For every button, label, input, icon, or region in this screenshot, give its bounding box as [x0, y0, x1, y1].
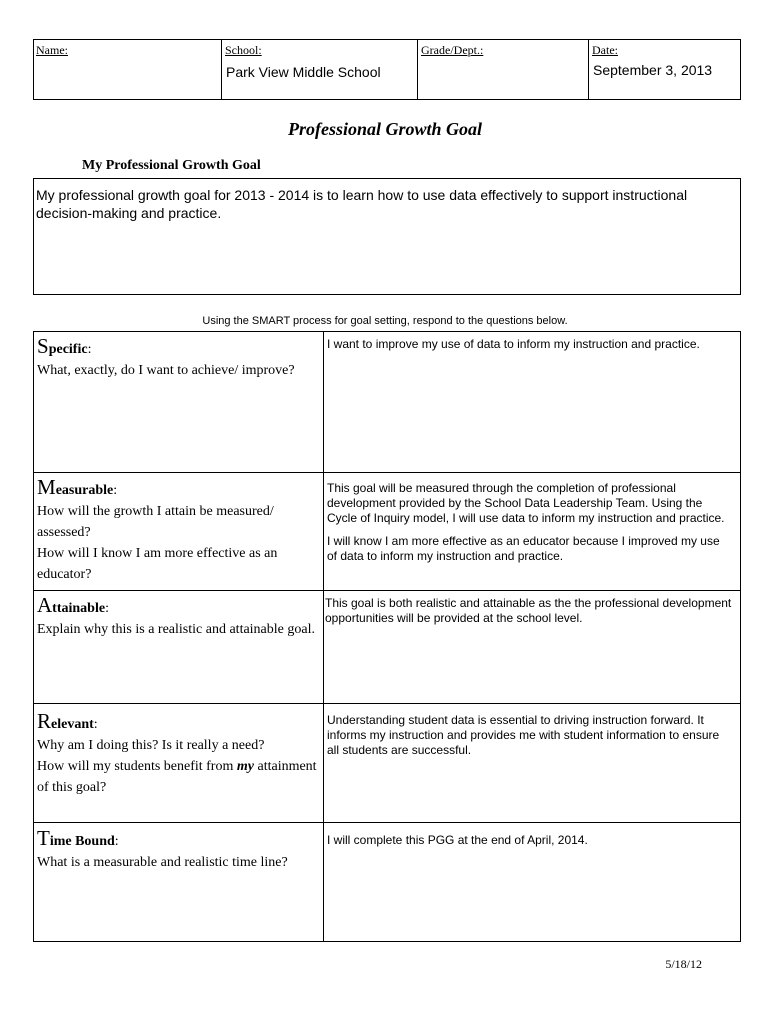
attainable-question-cell — [37, 595, 320, 640]
specific-initial: S — [37, 334, 49, 358]
attainable-question: Explain why this is a realistic and attainable goal. — [37, 622, 315, 637]
date-value[interactable]: September 3, 2013 — [593, 62, 713, 78]
time-bound-question: What is a measurable and realistic time line? — [37, 855, 288, 870]
attainable-colon: : — [105, 601, 109, 616]
measurable-colon: : — [113, 483, 118, 498]
relevant-initial: R — [37, 709, 52, 733]
time-bound-heading: ime Bound — [49, 834, 115, 849]
goal-heading: My Professional Growth Goal — [82, 158, 261, 173]
specific-question-cell — [37, 336, 320, 381]
measurable-row — [34, 472, 740, 591]
measurable-question-1: How will the growth I attain be measured/ assessed? — [37, 504, 274, 540]
attainable-initial: A — [37, 593, 53, 617]
date-cell[interactable] — [588, 40, 740, 99]
relevant-question-2-emphasis: my — [236, 759, 254, 774]
time-bound-row — [34, 822, 740, 943]
relevant-question-1: Why am I doing this? Is it really a need? — [37, 738, 265, 753]
smart-table — [33, 331, 741, 942]
footer-date: 5/18/12 — [665, 957, 702, 971]
page-title: Professional Growth Goal — [287, 119, 483, 139]
school-cell[interactable] — [221, 40, 418, 99]
measurable-heading: easurable — [55, 483, 114, 498]
measurable-question-cell — [37, 477, 320, 585]
specific-colon: : — [87, 342, 92, 357]
measurable-answer-1: This goal will be measured through the completion of professional development provided by the School Data Leadership Team. Using the Cycle of Inquiry model, I will use data to inform my instruction and practice. — [327, 481, 725, 525]
relevant-question-cell — [37, 711, 320, 798]
relevant-answer[interactable]: Understanding student data is essential to driving instruction forward. It informs my instruction and provides me with student information to ensure all students are successful. — [327, 713, 720, 757]
instructions: Using the SMART process for goal setting, respond to the questions below. — [202, 315, 568, 327]
specific-heading: pecific — [48, 342, 88, 357]
time-bound-question-cell — [37, 828, 320, 873]
specific-row — [34, 332, 740, 472]
measurable-initial: M — [37, 475, 56, 499]
time-bound-colon: : — [114, 834, 119, 849]
name-label: Name: — [36, 43, 68, 57]
attainable-row — [34, 590, 740, 704]
time-bound-answer[interactable]: I will complete this PGG at the end of April, 2014. — [327, 833, 588, 847]
relevant-colon: : — [93, 717, 98, 732]
relevant-heading: elevant — [51, 717, 94, 732]
attainable-heading: ttainable — [52, 601, 106, 616]
specific-question: What, exactly, do I want to achieve/ improve? — [37, 363, 295, 378]
grade-cell[interactable] — [417, 40, 589, 99]
measurable-answer[interactable] — [327, 481, 732, 572]
school-value[interactable]: Park View Middle School — [226, 64, 381, 80]
measurable-question-2: How will I know I am more effective as an educator? — [37, 546, 278, 582]
header-table — [33, 39, 741, 100]
date-label: Date: — [592, 43, 618, 57]
attainable-answer[interactable]: This goal is both realistic and attainable as the the professional development opportunities will be provided at the school level. — [325, 596, 732, 625]
measurable-answer-2: I will know I am more effective as an educator because I improved my use of data to inform my instruction and practice. — [327, 534, 720, 563]
grade-label: Grade/Dept.: — [421, 43, 484, 57]
relevant-question-2 — [37, 756, 320, 798]
relevant-question-2-post: attainment of this goal? — [37, 759, 317, 795]
name-cell[interactable] — [33, 40, 220, 99]
relevant-question-2-pre: How will my students benefit from — [37, 759, 237, 774]
school-label: School: — [225, 43, 262, 57]
specific-answer[interactable]: I want to improve my use of data to inform my instruction and practice. — [327, 337, 700, 351]
goal-text[interactable]: My professional growth goal for 2013 - 2014 is to learn how to use data effectively to support instructional decision-making and practice. — [33, 178, 741, 295]
relevant-row — [34, 703, 740, 823]
time-bound-initial: T — [37, 826, 50, 850]
